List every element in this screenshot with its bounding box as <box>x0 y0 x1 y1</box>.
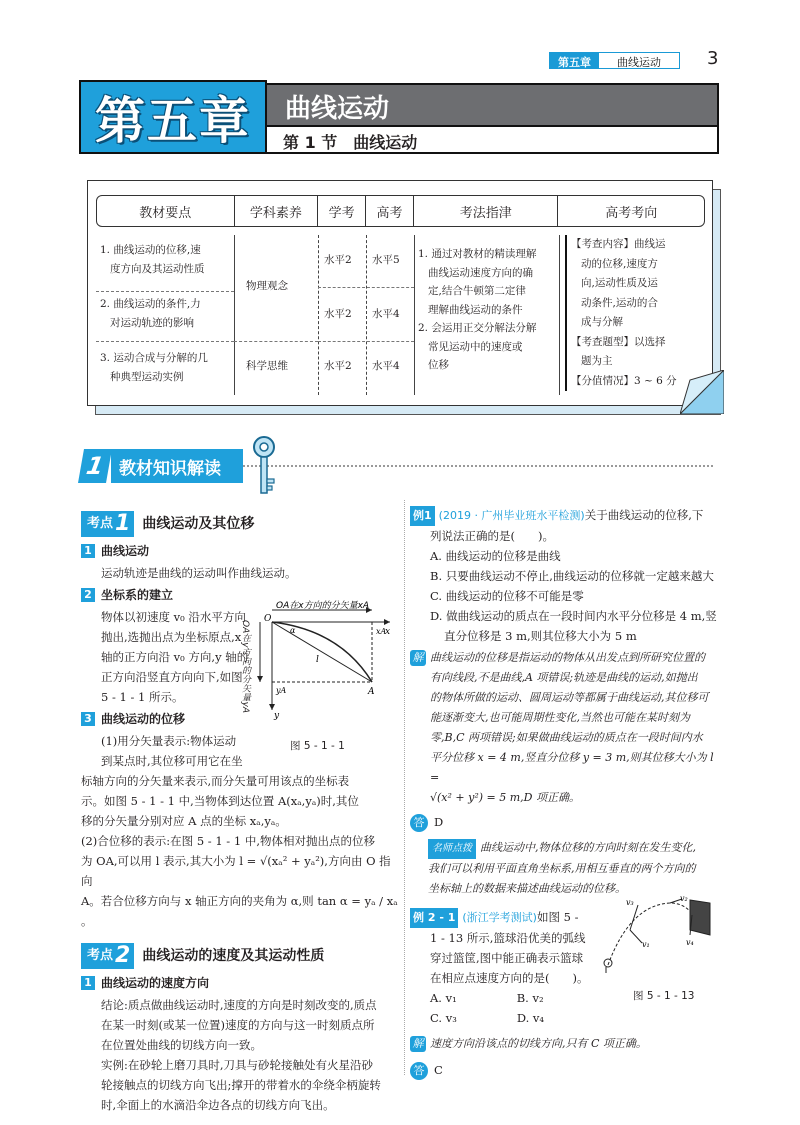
banner-label: 教材知识解读 <box>111 449 243 483</box>
ex1-tag: 例1 <box>410 506 435 526</box>
chapter-tag-number: 第五章 <box>550 53 599 68</box>
ex2-answer: C <box>434 1063 443 1077</box>
ex1-answer: D <box>434 815 444 829</box>
fig13-v2: v₂ <box>680 895 688 903</box>
chapter-title-bar <box>267 83 719 125</box>
fig13-v1: v₁ <box>642 940 650 949</box>
kaodian-1: 考点 1 曲线运动及其位移 <box>81 511 399 537</box>
point-2: 2. 曲线运动的条件,力 对运动轨迹的影响 <box>100 298 201 329</box>
point-3: 3. 运动合成与分解的几 种典型运动实例 <box>100 352 208 383</box>
sub-title-4: 曲线运动的速度方向 <box>101 976 210 990</box>
kaodian-1-title: 曲线运动及其位移 <box>142 516 255 532</box>
xuekao-1: 水平2 <box>324 254 352 266</box>
literacy-2: 科学思维 <box>246 360 288 372</box>
gaokao-1: 水平5 <box>372 254 400 266</box>
chapter-tag <box>549 52 680 69</box>
figure-5-1-1 <box>250 600 400 730</box>
teacher-tip: 名师点拨 曲线运动中,物体位移的方向时刻在发生变化, 我们可以利用平面直角坐标系,用相互垂直的两个方向的 坐标轴上的数据来描述曲线运动的位移。 <box>428 841 696 895</box>
sub-text-3: (1)用分矢量表示:物体运动 到某点时,其位移可用它在坐 <box>101 734 243 768</box>
page-number: 3 <box>707 48 719 69</box>
literacy-1: 物理观念 <box>246 280 288 292</box>
sub-text-4: 结论:质点做曲线运动时,速度的方向是时刻改变的,质点 在某一时刻(或某一位置)速度的方向与这一时刻质点所 在位置处曲线的切线方向一致。 实例:在砂轮上磨刀具时,刀具与砂轮接触处有火星沿砂 轮接触点的切线方向飞出;撑开的带着水的伞绕伞柄旋转 时,伞面上的水滴沿伞边各点的切线方向飞出。 <box>101 998 381 1112</box>
fig13-v3: v₃ <box>626 898 634 907</box>
chapter-tag-name: 曲线运动 <box>599 53 679 68</box>
gaokao-2: 水平4 <box>372 308 400 320</box>
fig13-v4: v₄ <box>686 938 694 947</box>
sub-text-3b: 标轴方向的分矢量来表示,而分矢量可用该点的坐标表 示。如图 5 - 1 - 1 中,当物体到达位置 A(xₐ,yₐ)时,其位 移的分矢量分别对应 A 点的坐标 xₐ,yₐ。 (2)合位移的表示:在图 5 - 1 - 1 中,物体相对抛出点的位移 为 OA,可以用 l 表示,其大小为 l = √(xₐ² + yₐ²),方向由 O 指向 A。若合位移方向与 x 轴正方向的夹角为 α,则 tan α = yₐ / xₐ 。 <box>81 774 398 928</box>
chapter-label: 第五章 <box>95 92 251 150</box>
th-xuekao: 学考 <box>318 196 366 226</box>
table-body <box>96 235 705 395</box>
ex2-source: (浙江学考测试) <box>462 911 537 924</box>
page-fold-icon <box>680 370 724 414</box>
table-header <box>96 195 705 227</box>
fig1-l: l <box>316 655 319 665</box>
section-title-bar <box>267 125 719 154</box>
fig1-o: O <box>264 614 272 624</box>
th-points: 教材要点 <box>97 196 235 226</box>
section-banner <box>81 449 721 483</box>
gaokao-3: 水平4 <box>372 360 400 372</box>
sub-text-1: 运动轨迹是曲线的运动叫作曲线运动。 <box>101 566 297 580</box>
xuekao-3: 水平2 <box>324 360 352 372</box>
th-gaokao: 高考 <box>366 196 414 226</box>
fig1-y: y <box>274 711 280 721</box>
chapter-heading <box>79 80 719 154</box>
ex1-solution: 解 曲线运动的位移是指运动的物体从出发点到所研究位置的 有向线段,不是曲线,A 项错误;轨迹是曲线的运动,如抛出 的物体所做的运动、圆周运动等都属于曲线运动,其位移可 能逐渐变大,也可能周期性变化,当然也可能在某时刻为 零,B,C 两项错误;如果做曲线运动的质点在一段时间内水 平分位移 x = 4 m,竖直分位移 y = 3 m,则其位移大小为 l = √(x² + y²) = 5 m,D 项正确。 <box>410 648 725 808</box>
left-column: 考点 1 曲线运动及其位移 1 曲线运动 运动轨迹是曲线的运动叫作曲线运动。 2 坐标系的建立 物体以初速度 v₀ 沿水平方向 抛出,选抛出点为坐标原点,x 轴的正方向沿 v₀ 方向,y 轴的 正方向沿竖直方向向下,如图 5 - 1 - 1 所示。 3 曲线运动的位移 (1)用分矢量表示:物体运动 到某点时,其位移可用它在坐 标轴方向的分矢量来表示,而分矢量可用该点的坐标表 示。如图 5 - 1 - 1 中,当物体到达位置 A(xₐ,yₐ)时,其位 移的分矢量分别对应 A 点的坐标 xₐ,yₐ。 (2)合位移的表示:在图 5 - 1 - 1 中,物体相对抛出点的位移 为 OA,可以用 l 表示,其大小为 l = √(xₐ² + yₐ²),方向由 O 指向 A。若合位移方向与 x 轴正方向的夹角为 α,则 tan α = yₐ / xₐ 。 考点 2 曲线运动的速度及其运动性质 1 曲线运动的速度方向 结论:质点做曲线运动时,速度的方向是时刻改变的,质点 在某一时刻(或某一位置)速度的方向与这一时刻质点所 在位置处曲线的切线方向一致。 实例:在砂轮上磨刀具时,刀具与砂轮接触处有火星沿砂 轮接触点的切线方向飞出;撑开的带着水的伞绕伞柄旋转 时,伞面上的水滴沿伞边各点的切线方向飞出。 <box>81 511 399 1115</box>
fig1-xa: xA <box>376 627 387 636</box>
kaodian-2-title: 曲线运动的速度及其运动性质 <box>142 948 325 964</box>
figure-5-1-13 <box>600 895 720 975</box>
fig1-alpha: α <box>290 626 296 635</box>
chapter-label-box <box>79 80 267 154</box>
fig1-label-side: OA在y方向的分矢量yA <box>240 620 250 714</box>
key-icon <box>249 435 279 497</box>
overview-table <box>87 180 713 406</box>
fig1-x: x <box>385 627 391 637</box>
chapter-title: 曲线运动 <box>285 94 390 124</box>
fig1-label-top: OA在x方向的分矢量xA <box>276 601 370 611</box>
sub-title-1: 曲线运动 <box>101 544 150 558</box>
sub-title-3: 曲线运动的位移 <box>101 712 186 726</box>
th-literacy: 学科素养 <box>235 196 319 226</box>
trends: 【考查内容】曲线运 动的位移,速度方 向,运动性质及运 动条件,运动的合 成与分解 【考查题型】以选择 题为主 【分值情况】3 ~ 6 分 <box>565 235 677 391</box>
fig13-caption: 图 5 - 1 - 13 <box>633 990 695 1002</box>
fig1-ya: yA <box>276 686 287 695</box>
kaodian-2: 考点 2 曲线运动的速度及其运动性质 <box>81 943 399 969</box>
sub-text-2: 物体以初速度 v₀ 沿水平方向 抛出,选抛出点为坐标原点,x 轴的正方向沿 v₀ 方向,y 轴的 正方向沿竖直方向向下,如图 5 - 1 - 1 所示。 <box>101 610 249 704</box>
example-2: 例 2 - 1 (浙江学考测试)如图 5 - 1 - 13 所示,篮球沿优美的弧线 穿过篮筐,图中能正确表示篮球 在相应点速度方向的是( )。 A. v₁ B. v₂ C. v₃ D. v₄ <box>410 907 610 1028</box>
section-title: 第 1 节 曲线运动 <box>283 133 418 152</box>
banner-number: 1 <box>78 449 112 483</box>
fig1-a: A <box>368 687 375 697</box>
th-methods: 考法指津 <box>414 196 559 226</box>
point-1: 1. 曲线运动的位移,速 度方向及其运动性质 <box>100 244 205 275</box>
fig1-caption: 图 5 - 1 - 1 <box>290 740 345 752</box>
sub-title-2: 坐标系的建立 <box>101 588 174 602</box>
xuekao-2: 水平2 <box>324 308 352 320</box>
right-column: 例1 (2019 · 广州毕业班水平检测)关于曲线运动的位移,下 列说法正确的是( )。 A. 曲线运动的位移是曲线 B. 只要曲线运动不停止,曲线运动的位移就一定越来越大 C. 曲线运动的位移不可能是零 D. 做曲线运动的质点在一段时间内水平分位移是 4 m,竖 直分位移是 3 m,则其位移大小为 5 m 解 曲线运动的位移是指运动的物体从出发点到所研究位置的 有向线段,不是曲线,A 项错误;轨迹是曲线的运动,如抛出 的物体所做的运动、圆周运动等都属于曲线运动,其位移可 能逐渐变大,也可能周期性变化,当然也可能在某时刻为 零,B,C 两项错误;如果做曲线运动的质点在一段时间内水 平分位移 x = 4 m,竖直分位移 y = 3 m,则其位移大小为 l = √(x² + y²) = 5 m,D 项正确。 答 D 名师点拨 曲线运动中,物体位移的方向时刻在发生变化, 我们可以利用平面直角坐标系,用相互垂直的两个方向的 坐标轴上的数据来描述曲线运动的位移。 例 2 - 1 (浙江学考测试)如图 5 - 1 - 13 所示,篮球沿优美的弧线 穿过篮筐,图中能正确表示篮球 在相应点速度方向的是( )。 A. v₁ B. v₂ C. v₃ D. v₄ 解 速度方向沿该点的切线方向,只有 C 项正确。 答 C <box>410 505 725 1080</box>
ex2-tag: 例 2 - 1 <box>410 908 458 928</box>
ex2-solution: 速度方向沿该点的切线方向,只有 C 项正确。 <box>430 1037 647 1050</box>
methods: 1. 通过对教材的精读理解 曲线运动速度方向的确 定,结合牛顿第二定律 理解曲线运动的条件 2. 会运用正交分解法分解 常见运动中的速度或 位移 <box>418 248 537 371</box>
ex1-source: (2019 · 广州毕业班水平检测) <box>438 509 585 522</box>
th-trends: 高考考向 <box>605 205 658 221</box>
example-1: 例1 (2019 · 广州毕业班水平检测)关于曲线运动的位移,下 列说法正确的是( )。 A. 曲线运动的位移是曲线 B. 只要曲线运动不停止,曲线运动的位移就一定越来越大 C. 曲线运动的位移不可能是零 D. 做曲线运动的质点在一段时间内水平分位移是 4 m,竖 直分位移是 3 m,则其位移大小为 5 m 解 曲线运动的位移是指运动的物体从出发点到所研究位置的 有向线段,不是曲线,A 项错误;轨迹是曲线的运动,如抛出 的物体所做的运动、圆周运动等都属于曲线运动,其位移可 能逐渐变大,也可能周期性变化,当然也可能在某时刻为 零,B,C 两项错误;如果做曲线运动的质点在一段时间内水 平分位移 x = 4 m,竖直分位移 y = 3 m,则其位移大小为 l = √(x² + y²) = 5 m,D 项正确。 答 D <box>410 505 725 832</box>
